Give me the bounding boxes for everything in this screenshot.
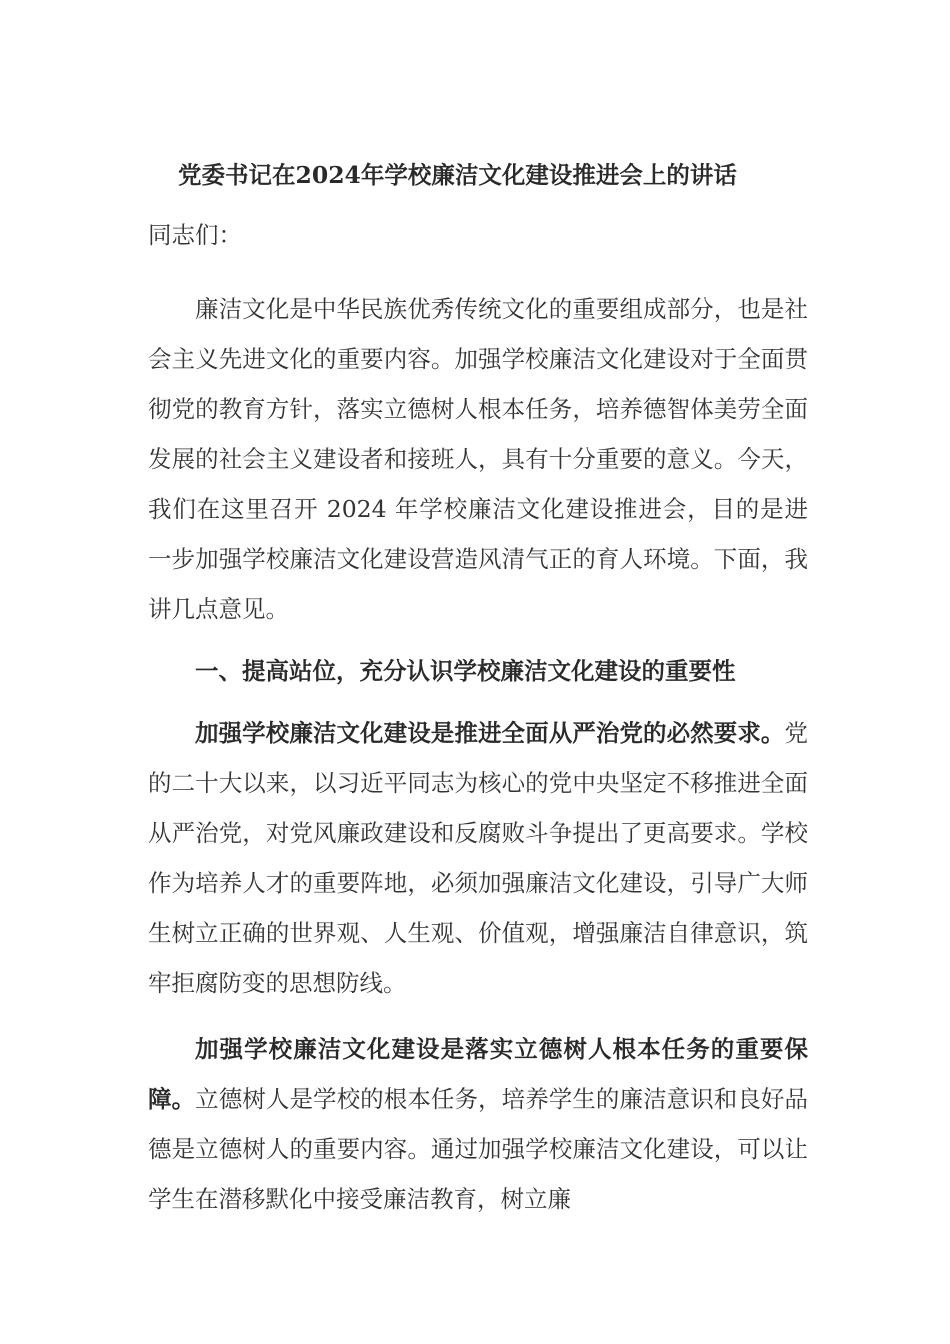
intro-paragraph: 廉洁文化是中华民族优秀传统文化的重要组成部分，也是社会主义先进文化的重要内容。加强学校廉洁文化建设对于全面贯彻党的教育方针，落实立德树人根本任务，培养德智体美劳全面发展的社会主义建设者和接班人，具有十分重要的意义。今天，我们在这里召开 2024 年学校廉洁文化建设推进会，目的是进一步加强学校廉洁文化建设营造风清气正的育人环境。下面，我讲几点意见。 (148, 295, 808, 623)
section-heading: 一、提高站位，充分认识学校廉洁文化建设的重要性 (195, 657, 736, 685)
paragraph-lead: 加强学校廉洁文化建设是落实立德树人根本任务的重要保障。 (148, 1035, 808, 1113)
document-title: 党委书记在2024年学校廉洁文化建设推进会上的讲话 (178, 161, 737, 189)
salutation: 同志们： (148, 221, 242, 249)
document-body (148, 150, 808, 1224)
paragraph-lead: 加强学校廉洁文化建设是推进全面从严治党的必然要求。 (195, 719, 785, 747)
paragraph-strict-governance (148, 708, 808, 1008)
paragraph-body: 立德树人是学校的根本任务，培养学生的廉洁意识和良好品德是立德树人的重要内容。通过加强学校廉洁文化建设，可以让学生在潜移默化中接受廉洁教育，树立廉 (148, 1085, 809, 1213)
paragraph-moral-education (148, 1024, 808, 1224)
paragraph-body: 党的二十大以来，以习近平同志为核心的党中央坚定不移推进全面从严治党，对党风廉政建设和反腐败斗争提出了更高要求。学校作为培养人才的重要阵地，必须加强廉洁文化建设，引导广大师生树立正确的世界观、人生观、价值观，增强廉洁自律意识，筑牢拒腐防变的思想防线。 (148, 719, 808, 997)
